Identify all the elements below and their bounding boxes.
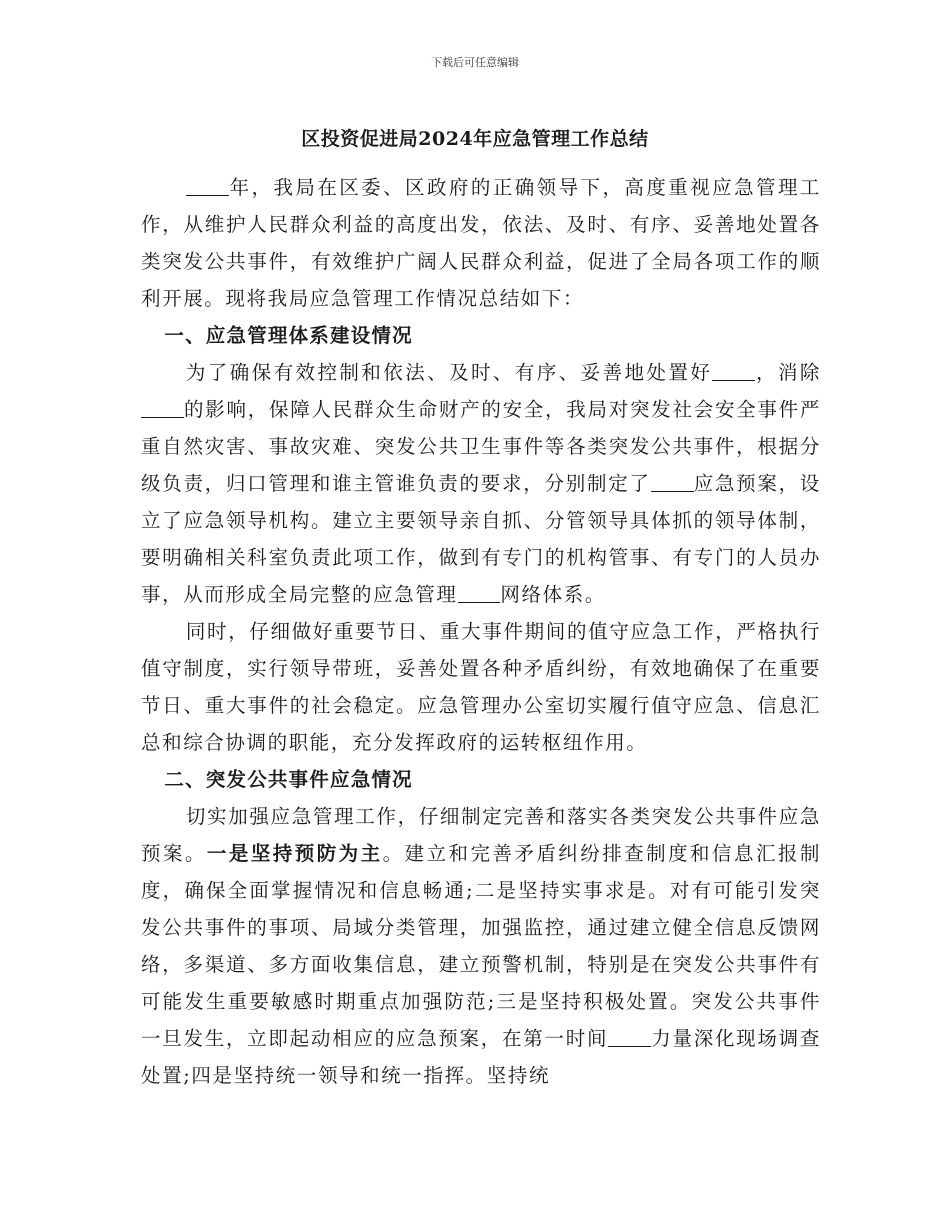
paragraph-text: ，消除: [755, 361, 821, 384]
section1-paragraph-1: [141, 354, 821, 613]
blank-line: [186, 176, 229, 197]
blank-line: [458, 583, 501, 604]
paragraph-text: 为了确保有效控制和依法、及时、有序、妥善地处置好: [185, 361, 713, 384]
paragraph-text: 力量深化现场调查处置;四是坚持统一领导和统一指挥。坚持统: [141, 1027, 821, 1087]
blank-line: [608, 1027, 651, 1048]
section-heading-2: 二、突发公共事件应急情况: [164, 768, 413, 791]
section1-paragraph-2: 同时，仔细做好重要节日、重大事件期间的值守应急工作，严格执行值守制度，实行领导带班，妥善处置各种矛盾纠纷，有效地确保了在重要节日、重大事件的社会稳定。应急管理办公室切实履行值守应急、信息汇总和综合协调的职能，充分发挥政府的运转枢纽作用。: [141, 620, 821, 754]
blank-line: [651, 472, 694, 493]
paragraph-text: 应急预案，设立了应急领导机构。建立主要领导亲自抓、分管领导具体抓的领导体制，要明确相关科室负责此项工作，做到有专门的机构管事、有专门的人员办事，从而形成全局完整的应急管理: [141, 472, 821, 606]
paragraph-text: 网络体系。: [500, 583, 606, 606]
paragraph-text: 切实加强应急管理工作，仔细制定完善和落实各类突发公共事件应急预案。: [141, 805, 821, 865]
section2-paragraph-1: [141, 798, 821, 1094]
blank-line: [141, 398, 184, 419]
section-heading-1: 一、应急管理体系建设情况: [164, 324, 413, 347]
document-body: [141, 169, 821, 1094]
emphasis-text: 一是坚持预防为主: [206, 842, 383, 865]
paragraph-text: 。建立和完善矛盾纠纷排查制度和信息汇报制度，确保全面掌握情况和信息畅通;二是坚持实事求是。对有可能引发突发公共事件的事项、局域分类管理，加强监控，通过建立健全信息反馈网络，多渠道、多方面收集信息，建立预警机制，特别是在突发公共事件有可能发生重要敏感时期重点加强防范;三是坚持积极处置。突发公共事件一旦发生，立即起动相应的应急预案，在第一时间: [141, 842, 821, 1050]
blank-line: [712, 361, 755, 382]
document-title: 区投资促进局2024年应急管理工作总结: [301, 128, 649, 150]
intro-paragraph: [141, 169, 821, 317]
paragraph-text: 的影响，保障人民群众生命财产的安全，我局对突发社会安全事件严重自然灾害、事故灾难、突发公共卫生事件等各类突发公共事件，根据分级负责，归口管理和谁主管谁负责的要求，分别制定了: [141, 398, 821, 495]
header-note: 下载后可任意编辑: [431, 56, 519, 69]
intro-text: 年，我局在区委、区政府的正确领导下，高度重视应急管理工作，从维护人民群众利益的高度出发，依法、及时、有序、妥善地处置各类突发公共事件，有效维护广阔人民群众利益，促进了全局各项工作的顺利开展。现将我局应急管理工作情况总结如下：: [141, 176, 821, 310]
